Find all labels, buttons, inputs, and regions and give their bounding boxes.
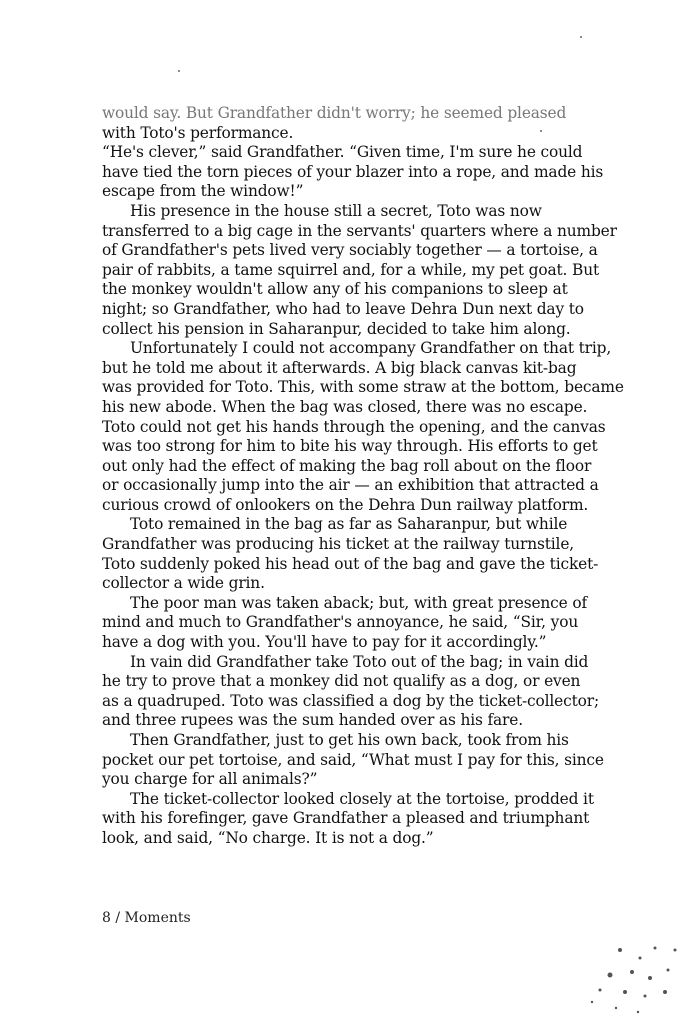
text-line: The ticket-collector looked closely at the tortoise, prodded it [130,789,594,808]
text-line: Toto remained in the bag as far as Saharanpur, but while [130,515,568,534]
text-line: mind and much to Grandfather's annoyance, he said, “Sir, you [102,613,579,632]
text-line: you charge for all animals?” [102,770,318,789]
text-line: he try to prove that a monkey did not qualify as a dog, or even [102,672,581,691]
text-line: but he told me about it afterwards. A big black canvas kit-bag [102,358,577,377]
text-line: collector a wide grin. [102,574,265,593]
scan-speck [178,70,180,72]
text-line: pair of rabbits, a tame squirrel and, for a while, my pet goat. But [102,260,599,279]
scan-speck [580,36,582,38]
text-line: Unfortunately I could not accompany Grandfather on that trip, [130,339,612,358]
text-line: Toto could not get his hands through the opening, and the canvas [102,417,606,436]
text-line: as a quadruped. Toto was classified a dog by the ticket-collector; [102,691,599,710]
page-footer: 8 / Moments [102,910,191,926]
text-line: night; so Grandfather, who had to leave Dehra Dun next day to [102,299,584,318]
text-line: In vain did Grandfather take Toto out of the bag; in vain did [130,652,589,671]
text-line: the monkey wouldn't allow any of his companions to sleep at [102,280,568,299]
text-line: The poor man was taken aback; but, with great presence of [130,593,588,612]
text-line: “He's clever,” said Grandfather. “Given time, I'm sure he could [102,143,583,162]
scan-speck [540,130,542,132]
text-line: was provided for Toto. This, with some straw at the bottom, became [102,378,624,397]
text-line: have a dog with you. You'll have to pay for it accordingly.” [102,633,547,652]
text-line: curious crowd of onlookers on the Dehra Dun railway platform. [102,495,589,514]
text-line: out only had the effect of making the bag roll about on the floor [102,456,592,475]
text-line: with Toto's performance. [102,123,294,142]
text-line: have tied the torn pieces of your blazer into a rope, and made his [102,162,604,181]
text-line: would say. But Grandfather didn't worry; he seemed pleased [102,104,567,122]
text-line: of Grandfather's pets lived very sociably together — a tortoise, a [102,241,598,260]
text-line: Then Grandfather, just to get his own back, took from his [130,731,569,749]
text-line: his new abode. When the bag was closed, there was no escape. [102,397,588,416]
text-line: was too strong for him to bite his way through. His efforts to get [102,437,598,456]
text-line: and three rupees was the sum handed over as his fare. [102,711,523,730]
text-line: pocket our pet tortoise, and said, “What must I pay for this, since [102,750,604,769]
text-line: transferred to a big cage in the servants' quarters where a number [102,221,617,240]
scan-smudge-icon [580,930,685,1024]
text-line: look, and said, “No charge. It is not a dog.” [102,828,434,847]
text-line: Toto suddenly poked his head out of the bag and gave the ticket- [102,554,599,573]
text-line: or occasionally jump into the air — an exhibition that attracted a [102,476,599,495]
text-line: His presence in the house still a secret, Toto was now [130,201,542,220]
book-page-text [102,104,672,849]
text-line: Grandfather was producing his ticket at the railway turnstile, [102,535,575,554]
text-line: with his forefinger, gave Grandfather a pleased and triumphant [102,809,590,828]
text-line: escape from the window!” [102,182,304,201]
text-line: collect his pension in Saharanpur, decided to take him along. [102,319,571,338]
